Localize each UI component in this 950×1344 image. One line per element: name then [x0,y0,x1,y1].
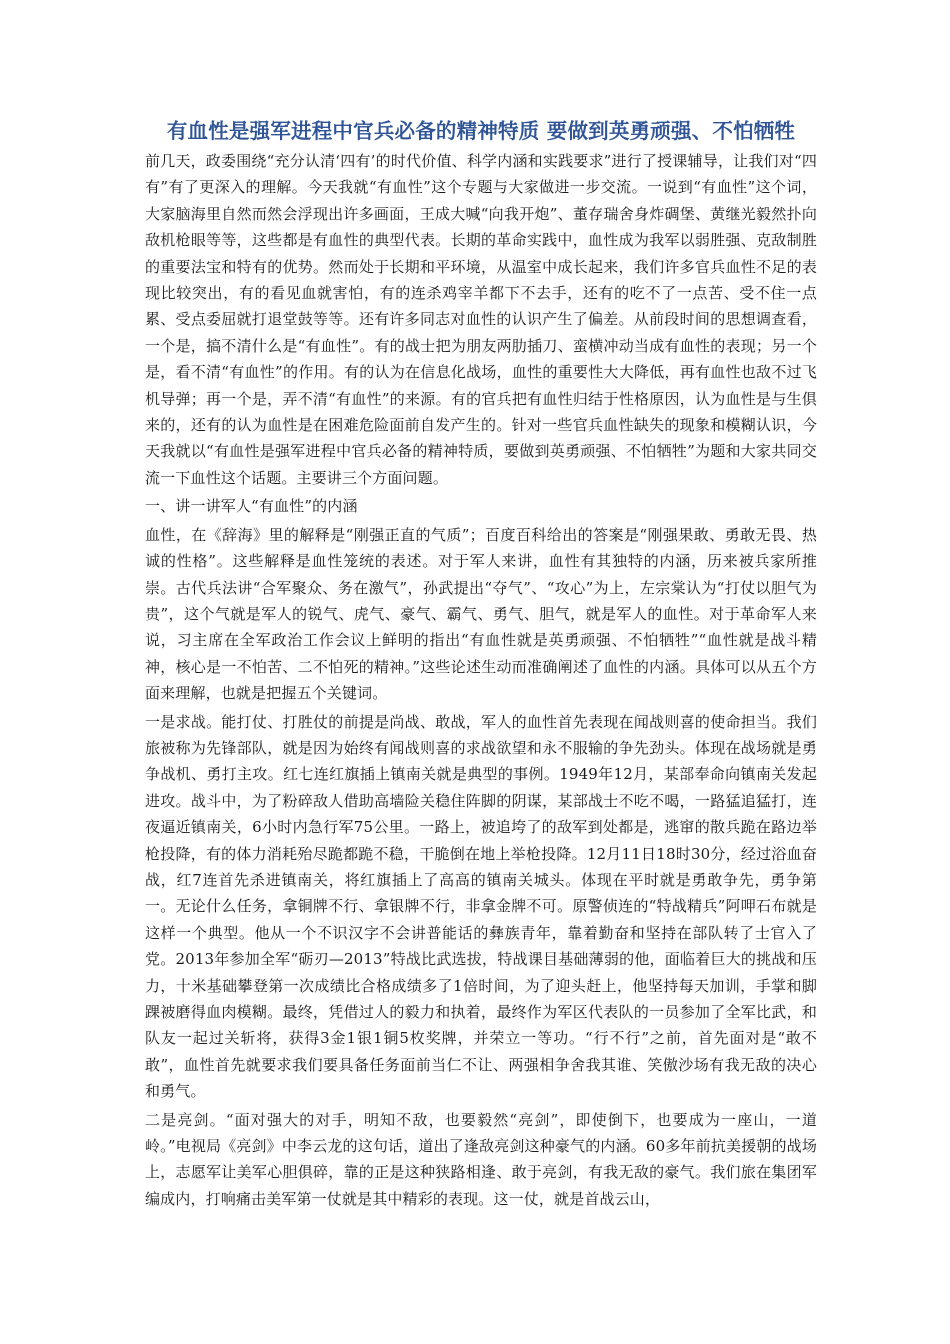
paragraph-point-one-seeking-battle: 一是求战。能打仗、打胜仗的前提是尚战、敢战，军人的血性首先表现在闻战则喜的使命担当。我们旅被称为先锋部队，就是因为始终有闻战则喜的求战欲望和永不服输的争先劲头。体现在战场就是勇争战机、勇打主攻。红七连红旗插上镇南关就是典型的事例。1949年12月，某部奉命向镇南关发起进攻。战斗中，为了粉碎敌人借助高墙险关稳住阵脚的阴谋，某部战士不吃不喝，一路猛追猛打，连夜逼近镇南关，6小时内急行军75公里。一路上，被追垮了的敌军到处都是，逃窜的散兵跪在路边举枪投降，有的体力消耗殆尽跪都跪不稳，干脆倒在地上举枪投降。12月11日18时30分，经过浴血奋战，红7连首先杀进镇南关，将红旗插上了高高的镇南关城头。体现在平时就是勇敢争先，勇争第一。无论什么任务，拿铜牌不行、拿银牌不行，非拿金牌不可。原警侦连的“特战精兵”阿呷石布就是这样一个典型。他从一个不识汉字不会讲普能话的彝族青年，靠着勤奋和坚持在部队转了士官入了党。2013年参加全军“砺刃—2013”特战比武选拔，特战课目基础薄弱的他，面临着巨大的挑战和压力，十米基础攀登第一次成绩比合格成绩多了1倍时间，为了迎头赶上，他坚持每天加训，手掌和脚踝被磨得血肉模糊。最终，凭借过人的毅力和执着，最终作为军区代表队的一员参加了全军比武，和队友一起过关斩将，获得3金1银1铜5枚奖牌，并荣立一等功。“行不行”之前，首先面对是“敢不敢”，血性首先就要求我们要具备任务面前当仁不让、两强相争舍我其谁、笑傲沙场有我无敌的决心和勇气。 [145,712,817,1101]
paragraph-introduction: 前几天，政委围绕“充分认清‘四有’的时代价值、科学内涵和实践要求”进行了授课辅导，让我们对“四有”有了更深入的理解。今天我就“有血性”这个专题与大家做进一步交流。一说到“有血性”这个词，大家脑海里自然而然会浮现出许多画面，王成大喊“向我开炮”、董存瑞舍身炸碉堡、黄继光毅然扑向敌机枪眼等等，这些都是有血性的典型代表。长期的革命实践中，血性成为我军以弱胜强、克敌制胜的重要法宝和特有的优势。然而处于长期和平环境，从温室中成长起来，我们许多官兵血性不足的表现比较突出，有的看见血就害怕，有的连杀鸡宰羊都下不去手，还有的吃不了一点苦、受不住一点累、受点委屈就打退堂鼓等等。还有许多同志对血性的认识产生了偏差。从前段时间的思想调查看，一个是，搞不清什么是“有血性”。有的战士把为朋友两肋插刀、蛮横冲动当成有血性的表现；另一个是，看不清“有血性”的作用。有的认为在信息化战场，血性的重要性大大降低，再有血性也敌不过飞机导弹；再一个是，弄不清“有血性”的来源。有的官兵把有血性归结于性格原因，认为血性是与生俱来的，还有的认为血性是在困难危险面前自发产生的。针对一些官兵血性缺失的现象和模糊认识，今天我就以“有血性是强军进程中官兵必备的精神特质，要做到英勇顽强、不怕牺牲”为题和大家共同交流一下血性这个话题。主要讲三个方面问题。 [145,152,817,487]
paragraph-definition: 血性，在《辞海》里的解释是“刚强正直的气质”；百度百科给出的答案是“刚强果敢、勇敢无畏、热诚的性格”。这些解释是血性笼统的表述。对于军人来讲，血性有其独特的内涵，历来被兵家所推崇。古代兵法讲“合军聚众、务在激气”，孙武提出“夺气”、“攻心”为上，左宗棠认为“打仗以胆气为贵”，这个气就是军人的锐气、虎气、豪气、霸气、勇气、胆气，就是军人的血性。对于革命军人来说，习主席在全军政治工作会议上鲜明的指出“有血性就是英勇顽强、不怕牺牲”“血性就是战斗精神，核心是一不怕苦、二不怕死的精神。”这些论述生动而准确阐述了血性的内涵。具体可以从五个方面来理解，也就是把握五个关键词。 [145,525,817,703]
paragraph-point-two-drawing-sword: 二是亮剑。“面对强大的对手，明知不敌，也要毅然“亮剑”，即使倒下，也要成为一座山，一道岭。”电视局《亮剑》中李云龙的这句话，道出了逢敌亮剑这种豪气的内涵。60多年前抗美援朝的战场上，志愿军让美军心胆俱碎，靠的正是这种狭路相逢、敢于亮剑，有我无敌的豪气。我们旅在集团军编成内，打响痛击美军第一仗就是其中精彩的表现。这一仗，就是首战云山， [145,1110,817,1208]
section-heading-meaning: 一、讲一讲军人“有血性”的内涵 [145,497,358,516]
document-page [145,118,817,1214]
document-title: 有血性是强军进程中官兵必备的精神特质 要做到英勇顽强、不怕牺牲 [166,119,796,143]
